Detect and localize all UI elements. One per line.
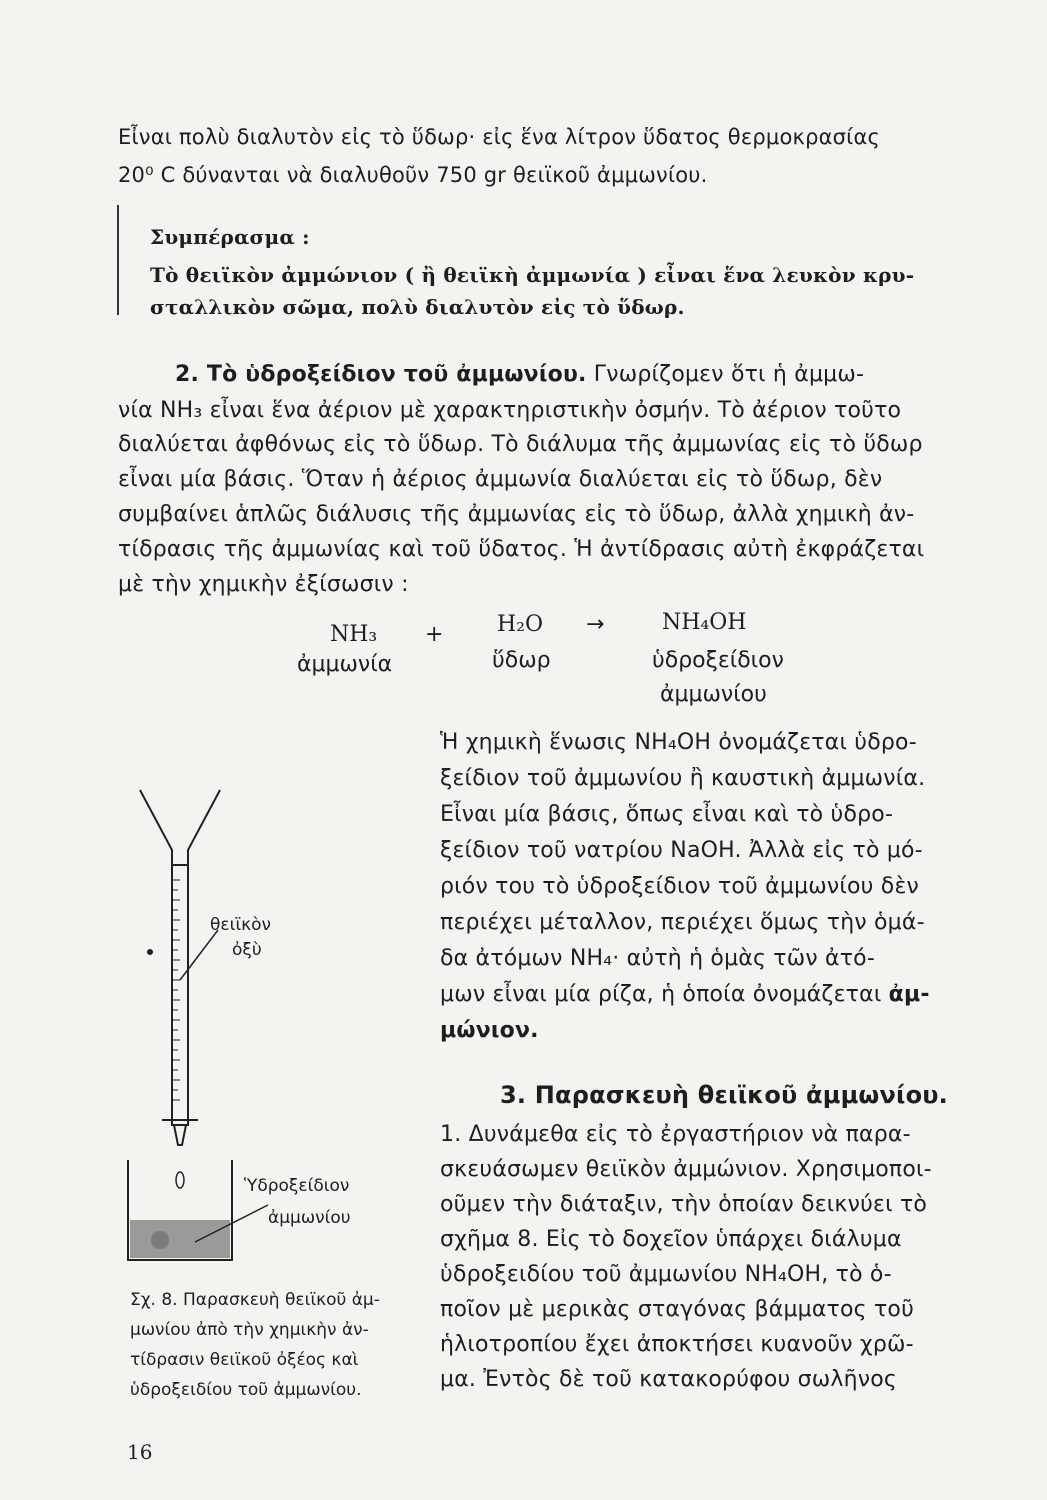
funnel (140, 790, 220, 865)
para2-line-4: ξείδιον τοῦ νατρίου NaOH. Ἀλλὰ εἰς τὸ μό- (440, 838, 923, 863)
section3-line-8: μα. Ἐντὸς δὲ τοῦ κατακορύφου σωλῆνος (440, 1367, 898, 1392)
eq-nh4oh-label-1: ὑδροξείδιον (652, 648, 784, 673)
figure-8-apparatus (110, 780, 400, 1290)
figure-caption-4: ὑδροξειδίου τοῦ ἀμμωνίου. (130, 1380, 362, 1400)
intro-line-1: Εἶναι πολὺ διαλυτὸν εἰς τὸ ὕδωρ· εἰς ἕνα λίτρον ὕδατος θερμοκρασίας (118, 125, 881, 149)
section3-line-3: οῦμεν τὴν διάταξιν, τὴν ὁποίαν δεικνύει τὸ (440, 1192, 928, 1217)
section2-line-5: συμβαίνει ἁπλῶς διάλυσις τῆς ἀμμωνίας εἰς τὸ ὕδωρ, ἀλλὰ χημικὴ ἀν- (118, 502, 915, 527)
dot-mark (147, 949, 153, 955)
para2-line-8 (440, 980, 930, 1010)
para2-line-2: ξείδιον τοῦ ἀμμωνίου ἢ καυστικὴ ἀμμωνία. (440, 766, 926, 791)
section2-line-1 (175, 360, 864, 390)
burette-tip (174, 1125, 186, 1145)
section2-title: 2. Τὸ ὑδροξείδιον τοῦ ἀμμωνίου. (175, 362, 587, 387)
figure-caption-2: μωνίου ἀπὸ τὴν χημικὴν ἀν- (130, 1320, 369, 1340)
figure-label-hydroxide-1: Ὑδροξείδιον (244, 1176, 350, 1196)
para2-line-8-text: μων εἶναι μία ρίζα, ἡ ὁποία ὀνομάζεται (440, 982, 882, 1007)
figure-caption-1: Σχ. 8. Παρασκευὴ θειϊκοῦ ἀμ- (130, 1290, 380, 1310)
section3-line-4: σχῆμα 8. Εἰς τὸ δοχεῖον ὑπάρχει διάλυμα (440, 1227, 902, 1252)
intro-line-2: 20⁰ C δύνανται νὰ διαλυθοῦν 750 gr θειϊκοῦ ἀμμωνίου. (118, 163, 708, 187)
eq-nh3-label: ἀμμωνία (297, 652, 393, 677)
conclusion-label: Συμπέρασμα : (150, 225, 310, 249)
section3-line-6: ποῖον μὲ μερικὰς σταγόνας βάμματος τοῦ (440, 1297, 914, 1322)
beaker-liquid (130, 1220, 230, 1258)
section2-line-1-rest: Γνωρίζομεν ὅτι ἡ ἀμμω- (593, 362, 865, 387)
eq-nh4oh: NH₄OH (662, 610, 747, 635)
section2-line-4: εἶναι μία βάσις. Ὅταν ἡ ἀέριος ἀμμωνία διαλύεται εἰς τὸ ὕδωρ, δὲν (118, 467, 883, 492)
section2-line-7: μὲ τὴν χημικὴν ἐξίσωσιν : (118, 572, 409, 597)
eq-nh3: NH₃ (330, 622, 378, 647)
section3-title: 3. Παρασκευὴ θειϊκοῦ ἀμμωνίου. (500, 1081, 948, 1109)
section2-line-3: διαλύεται ἀφθόνως εἰς τὸ ὕδωρ. Τὸ διάλυμα τῆς ἀμμωνίας εἰς τὸ ὕδωρ (118, 432, 923, 457)
eq-arrow: → (586, 612, 605, 637)
para2-line-6: περιέχει μέταλλον, περιέχει ὅμως τὴν ὁμά- (440, 910, 925, 935)
conclusion-line-1: Τὸ θειϊκὸν ἀμμώνιον ( ἢ θειϊκὴ ἀμμωνία ) εἶναι ἕνα λευκὸν κρυ- (150, 263, 915, 287)
section3-line-7: ἡλιοτροπίου ἔχει ἀποκτήσει κυανοῦν χρῶ- (440, 1332, 914, 1357)
para2-term-1: ἀμ- (888, 982, 930, 1007)
para2-line-9 (440, 1016, 539, 1046)
para2-line-3: Εἶναι μία βάσις, ὅπως εἶναι καὶ τὸ ὑδρο- (440, 802, 894, 827)
para2-line-7: δα ἀτόμων NH₄· αὐτὴ ἡ ὁμὰς τῶν ἀτό- (440, 946, 875, 971)
para2-line-5: ριόν του τὸ ὑδροξείδιον τοῦ ἀμμωνίου δὲν (440, 874, 920, 899)
section3-line-2: σκευάσωμεν θειϊκὸν ἀμμώνιον. Χρησιμοποι- (440, 1157, 932, 1182)
page-number: 16 (127, 1440, 153, 1464)
eq-plus: + (425, 622, 444, 647)
burette-graduations (172, 880, 180, 1100)
para2-line-1: Ἡ χημικὴ ἕνωσις NH₄OH ὀνομάζεται ὑδρο- (440, 730, 917, 755)
section3-line-1: 1. Δυνάμεθα εἰς τὸ ἐργαστήριον νὰ παρα- (440, 1122, 911, 1147)
figure-label-hydroxide-2: ἀμμωνίου (268, 1208, 351, 1228)
figure-caption-3: τίδρασιν θειϊκοῦ ὀξέος καὶ (130, 1350, 359, 1370)
figure-label-acid-2: ὀξὺ (232, 940, 262, 960)
acid-pointer (180, 930, 218, 980)
section2-line-2: νία NH₃ εἶναι ἕνα ἀέριον μὲ χαρακτηριστικὴν ὀσμήν. Τὸ ἀέριον τοῦτο (118, 398, 902, 423)
section2-line-6: τίδρασις τῆς ἀμμωνίας καὶ τοῦ ὕδατος. Ἡ ἀντίδρασις αὐτὴ ἐκφράζεται (118, 537, 925, 562)
figure-label-acid-1: θειϊκὸν (210, 915, 272, 935)
eq-h2o: H₂O (497, 612, 544, 637)
eq-h2o-label: ὕδωρ (492, 648, 551, 673)
conclusion-line-2: σταλλικὸν σῶμα, πολὺ διαλυτὸν εἰς τὸ ὕδωρ. (150, 295, 685, 319)
section3-line-5: ὑδροξειδίου τοῦ ἀμμωνίου NH₄OH, τὸ ὁ- (440, 1262, 892, 1287)
eq-nh4oh-label-2: ἀμμωνίου (660, 682, 767, 707)
para2-term-2: μώνιον. (440, 1018, 539, 1043)
liquid-blot (151, 1231, 169, 1249)
conclusion-rule (117, 205, 119, 315)
burette-tube (172, 865, 188, 1125)
drop (176, 1172, 184, 1188)
